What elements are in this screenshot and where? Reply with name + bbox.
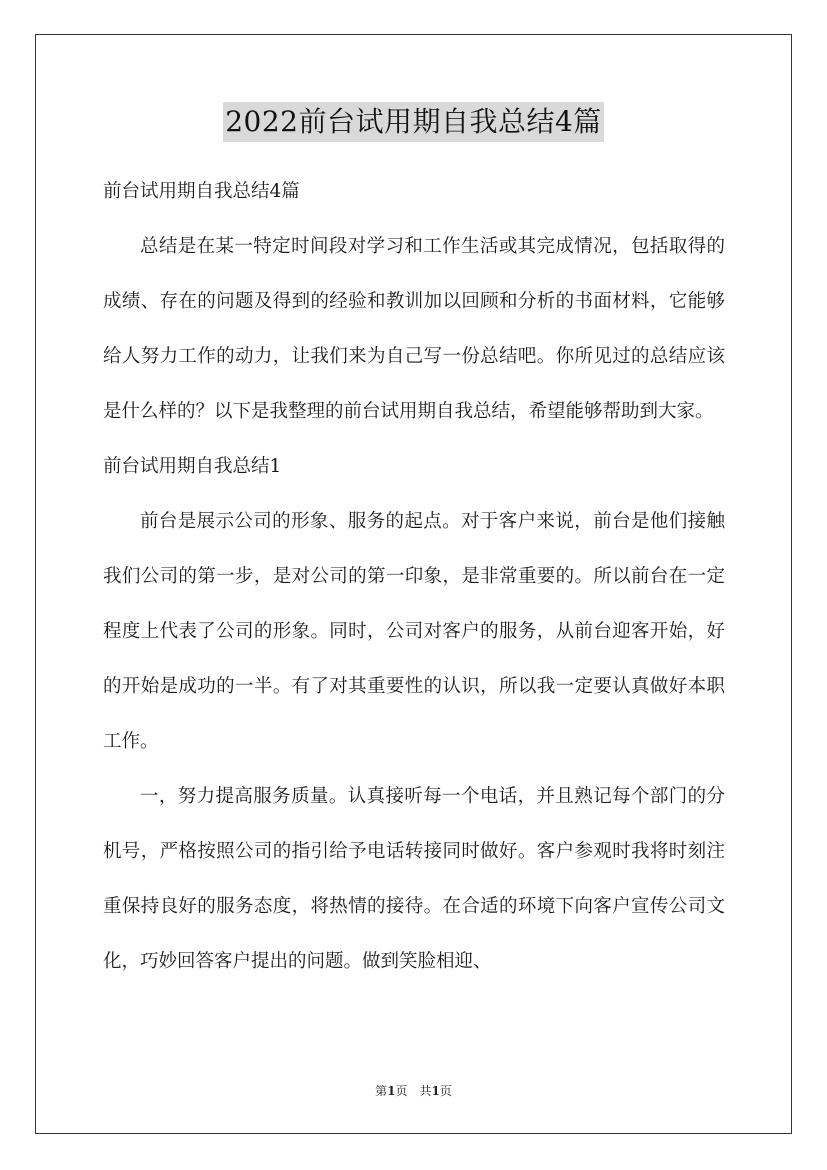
document-body [103,164,725,989]
footer-total-number: 1 [431,1084,440,1098]
footer-page-number: 1 [387,1084,396,1098]
document-subtitle: 前台试用期自我总结4篇 [103,181,300,202]
intro-paragraph: 总结是在某一特定时间段对学习和工作生活或其完成情况，包括取得的成绩、存在的问题及得到的经验和教训加以回顾和分析的书面材料，它能够给人努力工作的动力，让我们来为自己写一份总结吧。你所见过的总结应该是什么样的？以下是我整理的前台试用期自我总结，希望能够帮助到大家。 [103,236,725,422]
section1-heading: 前台试用期自我总结1 [103,456,282,477]
footer-total-prefix: 共 [419,1084,432,1098]
section1-paragraph-1: 前台是展示公司的形象、服务的起点。对于客户来说，前台是他们接触我们公司的第一步，是对公司的第一印象，是非常重要的。所以前台在一定程度上代表了公司的形象。同时，公司对客户的服务，从前台迎客开始，好的开始是成功的一半。有了对其重要性的认识，所以我一定要认真做好本职工作。 [103,511,725,752]
document-title: 2022前台试用期自我总结4篇 [223,102,604,142]
footer-page-suffix: 页 [395,1084,408,1098]
title-wrap [0,102,827,142]
footer-page-prefix: 第 [375,1084,388,1098]
section1-paragraph-2: 一，努力提高服务质量。认真接听每一个电话，并且熟记每个部门的分机号，严格按照公司的指引给予电话转接同时做好。客户参观时我将时刻注重保持良好的服务态度，将热情的接待。在合适的环境下向客户宣传公司文化，巧妙回答客户提出的问题。做到笑脸相迎、 [103,786,725,972]
page-footer [0,1083,827,1099]
footer-total-suffix: 页 [439,1084,452,1098]
